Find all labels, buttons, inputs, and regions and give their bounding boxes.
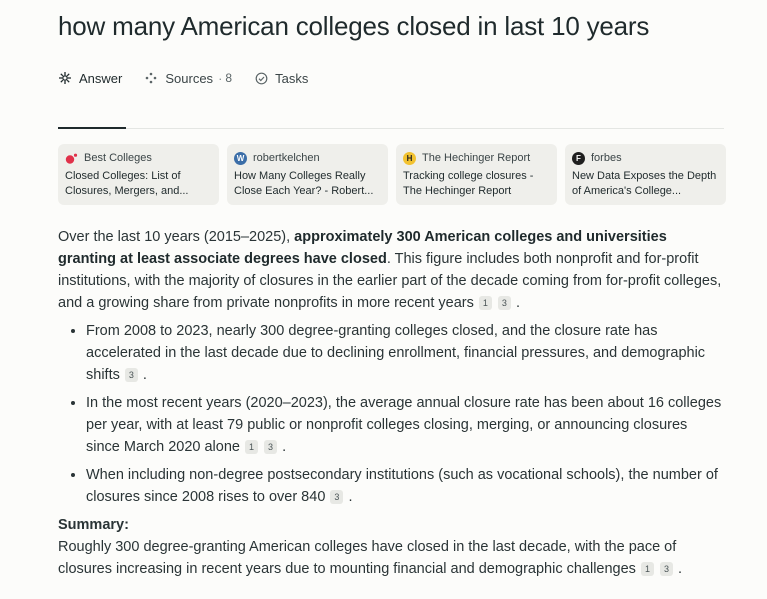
tab-divider	[58, 128, 724, 129]
source-card[interactable]	[565, 144, 726, 205]
wordpress-logo-icon: W	[234, 152, 247, 165]
list-item: • In the most recent years (2020–2023), the average annual closure rate has been about 16 colleges per year, with at least 79 public or nonprofit colleges closing, merging, or announcing closures since March 2020 alone 1 3 .	[86, 392, 724, 458]
citation-badge[interactable]: 3	[660, 562, 673, 576]
page-title: how many American colleges closed in last 10 years	[58, 11, 650, 41]
citation-badge[interactable]: 1	[245, 440, 258, 454]
answer-page	[58, 0, 724, 577]
key-finding: approximately 300 American colleges and universities granting at least associate degrees have closed	[58, 229, 667, 267]
forbes-logo-icon: F	[572, 152, 585, 165]
tab-sources-label: Sources	[165, 70, 214, 86]
bullet-list	[58, 320, 724, 508]
answer-icon	[58, 71, 72, 85]
citation-badge[interactable]: 3	[330, 490, 343, 504]
list-item: • When including non-degree postsecondary institutions (such as vocational schools), the number of closures since 2008 rises to over 840 3 .	[86, 464, 724, 508]
sources-icon	[144, 71, 158, 85]
source-title: New Data Exposes the Depth of America's College...	[572, 170, 717, 197]
source-card[interactable]	[227, 144, 388, 205]
citation-badge[interactable]: 3	[264, 440, 277, 454]
source-title: Closed Colleges: List of Closures, Mergers, and...	[65, 170, 189, 197]
best-colleges-logo-icon	[65, 152, 78, 165]
summary-heading: Summary:	[58, 517, 129, 533]
tab-sources[interactable]: Sources · 8	[144, 71, 232, 86]
summary-paragraph: Roughly 300 degree-granting American colleges have closed in the last decade, with the pace of closures increasing in recent years due to mounting financial and demographic challenges 1 3 .	[58, 539, 683, 577]
source-site: robertkelchen	[253, 152, 320, 164]
citation-badge[interactable]: 3	[125, 368, 138, 382]
source-card[interactable]	[58, 144, 219, 205]
source-site: forbes	[591, 152, 622, 164]
tab-answer[interactable]	[58, 71, 122, 86]
source-title: Tracking college closures - The Hechinger Report	[403, 170, 534, 197]
citation-badge[interactable]: 1	[479, 296, 492, 310]
source-site: Best Colleges	[84, 152, 152, 164]
list-item: • From 2008 to 2023, nearly 300 degree-granting colleges closed, and the closure rate has accelerated in the last decade due to declining enrollment, financial pressures, and demographic shifts 3 .	[86, 320, 724, 386]
source-card[interactable]	[396, 144, 557, 205]
intro-paragraph: Over the last 10 years (2015–2025), approximately 300 American colleges and universities granting at least associate degrees have closed. This figure includes both nonprofit and for-profit institutions, with the majority of closures in the earlier part of the decade coming from for-profit colleges, and a growing share from private nonprofits in more recent years 1 3 .	[58, 229, 722, 311]
tab-tasks[interactable]	[254, 71, 308, 86]
citation-badge[interactable]: 1	[641, 562, 654, 576]
source-title: How Many Colleges Really Close Each Year? - Robert...	[234, 170, 374, 197]
tab-answer-label: Answer	[79, 70, 123, 86]
check-circle-icon	[254, 71, 268, 85]
sources-count: 8	[225, 71, 233, 85]
tab-bar	[58, 65, 724, 91]
tab-tasks-label: Tasks	[275, 70, 309, 86]
source-site: The Hechinger Report	[422, 152, 531, 164]
answer-body	[58, 226, 724, 580]
active-tab-underline	[58, 127, 126, 129]
source-cards	[58, 144, 726, 205]
hechinger-logo-icon: H	[403, 152, 416, 165]
citation-badge[interactable]: 3	[498, 296, 511, 310]
